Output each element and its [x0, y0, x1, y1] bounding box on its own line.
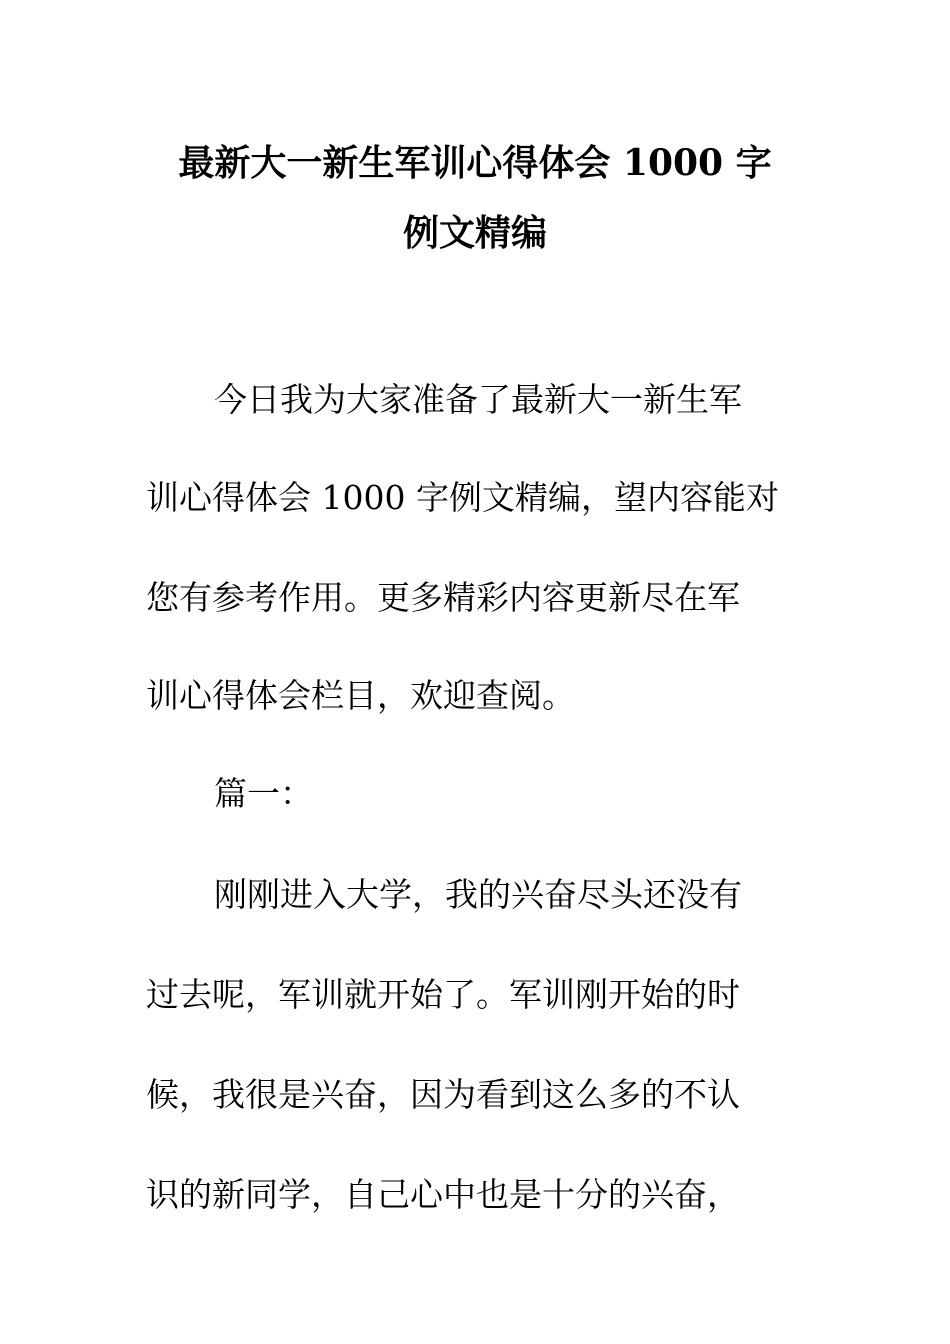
- section-heading: 篇一：: [214, 774, 313, 813]
- body-paragraph-line-3: 候，我很是兴奋，因为看到这么多的不认: [146, 1075, 740, 1114]
- body-paragraph-line-2: 过去呢，军训就开始了。军训刚开始的时: [146, 975, 740, 1014]
- intro-paragraph-line-1: 今日我为大家准备了最新大一新生军: [214, 380, 742, 419]
- intro-paragraph-line-4: 训心得体会栏目，欢迎查阅。: [146, 676, 575, 715]
- title-line-2: 例文精编: [402, 212, 547, 254]
- intro-paragraph-line-3: 您有参考作用。更多精彩内容更新尽在军: [146, 578, 740, 617]
- body-paragraph-line-4: 识的新同学，自己心中也是十分的兴奋，: [146, 1175, 740, 1214]
- intro-paragraph-line-2: 训心得体会 1000 字例文精编，望内容能对: [146, 478, 779, 517]
- title-line-1: 最新大一新生军训心得体会 1000 字: [178, 142, 772, 184]
- document-title: [150, 128, 800, 268]
- body-paragraph-line-1: 刚刚进入大学，我的兴奋尽头还没有: [214, 875, 742, 914]
